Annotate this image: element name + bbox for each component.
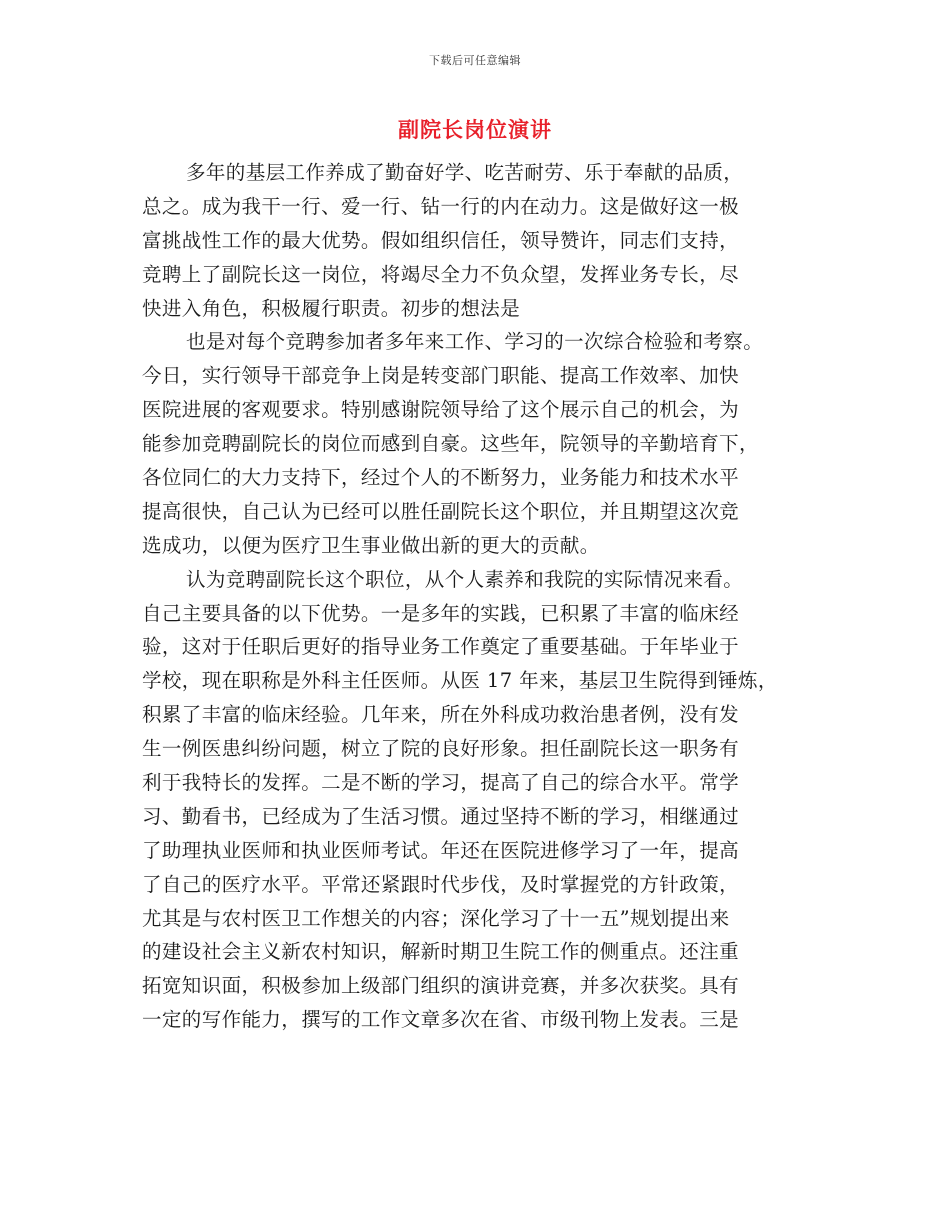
text-line: 验，这对于任职后更好的指导业务工作奠定了重要基础。于年毕业于	[142, 635, 740, 659]
text-line: 拓宽知识面，积极参加上级部门组织的演讲竞赛，并多次获奖。具有	[142, 974, 740, 998]
text-line: 了自己的医疗水平。平常还紧跟时代步伐，及时掌握党的方针政策，	[142, 872, 740, 896]
text-line: 提高很快，自己认为已经可以胜任副院长这个职位，并且期望这次竞	[142, 499, 740, 523]
page-header-note: 下载后可任意编辑	[429, 54, 521, 67]
text-line: 能参加竞聘副院长的岗位而感到自豪。这些年，院领导的辛勤培育下，	[142, 432, 759, 456]
text-line: 竞聘上了副院长这一岗位，将竭尽全力不负众望，发挥业务专长，尽	[142, 262, 740, 286]
text-line: 多年的基层工作养成了勤奋好学、吃苦耐劳、乐于奉献的品质，	[186, 161, 744, 184]
text-line: 快进入角色，积极履行职责。初步的想法是	[142, 296, 521, 320]
paragraph-1	[142, 156, 822, 325]
text-line: 自己主要具备的以下优势。一是多年的实践，已积累了丰富的临床经	[142, 601, 740, 625]
text-line: 的建设社会主义新农村知识，解新时期卫生院工作的侧重点。还注重	[142, 940, 740, 964]
text-line: 学校，现在职称是外科主任医师。从医 17 年来，基层卫生院得到锤炼，	[142, 669, 778, 693]
text-line: 今日，实行领导干部竞争上岗是转变部门职能、提高工作效率、加快	[142, 364, 740, 388]
text-line: 医院进展的客观要求。特别感谢院领导给了这个展示自己的机会，为	[142, 398, 740, 422]
paragraph-2	[142, 325, 822, 562]
text-line: 生一例医患纠纷问题，树立了院的良好形象。担任副院长这一职务有	[142, 737, 740, 761]
text-line: 选成功，以便为医疗卫生事业做出新的更大的贡献。	[142, 533, 600, 557]
text-line: 富挑战性工作的最大优势。假如组织信任，领导赞许，同志们支持，	[142, 228, 740, 252]
text-line: 利于我特长的发挥。二是不断的学习，提高了自己的综合水平。常学	[142, 771, 740, 795]
text-line: 总之。成为我干一行、爱一行、钻一行的内在动力。这是做好这一极	[142, 194, 740, 218]
text-line: 积累了丰富的临床经验。几年来，所在外科成功救治患者例，没有发	[142, 703, 740, 727]
document-body	[142, 156, 822, 1037]
text-line: 习、勤看书，已经成为了生活习惯。通过坚持不断的学习，相继通过	[142, 804, 740, 828]
document-title: 副院长岗位演讲	[398, 117, 552, 142]
paragraph-3	[142, 563, 822, 1037]
text-line: 尤其是与农村医卫工作想关的内容；深化学习了十一五”规划提出来	[142, 906, 730, 930]
text-line: 也是对每个竞聘参加者多年来工作、学习的一次综合检验和考察。	[186, 330, 764, 354]
text-line: 一定的写作能力，撰写的工作文章多次在省、市级刊物上发表。三是	[142, 1008, 740, 1032]
text-line: 各位同仁的大力支持下，经过个人的不断努力，业务能力和技术水平	[142, 466, 740, 490]
text-line: 认为竞聘副院长这个职位，从个人素养和我院的实际情况来看。	[186, 567, 744, 591]
text-line: 了助理执业医师和执业医师考试。年还在医院进修学习了一年，提高	[142, 838, 740, 862]
